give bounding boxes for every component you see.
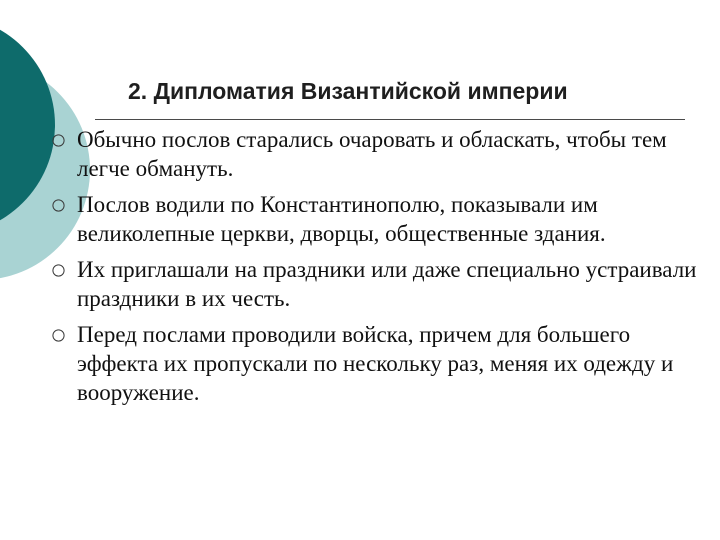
bullet-text: Их приглашали на праздники или даже специально устраивали праздники в их честь. <box>77 257 697 311</box>
slide-title: 2. Дипломатия Византийской империи <box>128 78 568 104</box>
bullet-item <box>52 255 700 313</box>
hollow-circle-icon <box>52 134 65 147</box>
bullet-item <box>52 190 700 248</box>
bullet-text: Обычно послов старались очаровать и обласкать, чтобы тем легче обмануть. <box>77 127 667 181</box>
bullet-text: Послов водили по Константинополю, показывали им великолепные церкви, дворцы, общественные здания. <box>77 192 606 246</box>
bullet-list <box>52 125 700 414</box>
bullet-text: Перед послами проводили войска, причем для большего эффекта их пропускали по нескольку раз, меняя их одежду и вооружение. <box>77 322 674 405</box>
bullet-item <box>52 125 700 183</box>
bullet-item <box>52 320 700 407</box>
hollow-circle-icon <box>52 264 65 277</box>
hollow-circle-icon <box>52 329 65 342</box>
title-divider <box>95 119 685 120</box>
hollow-circle-icon <box>52 199 65 212</box>
